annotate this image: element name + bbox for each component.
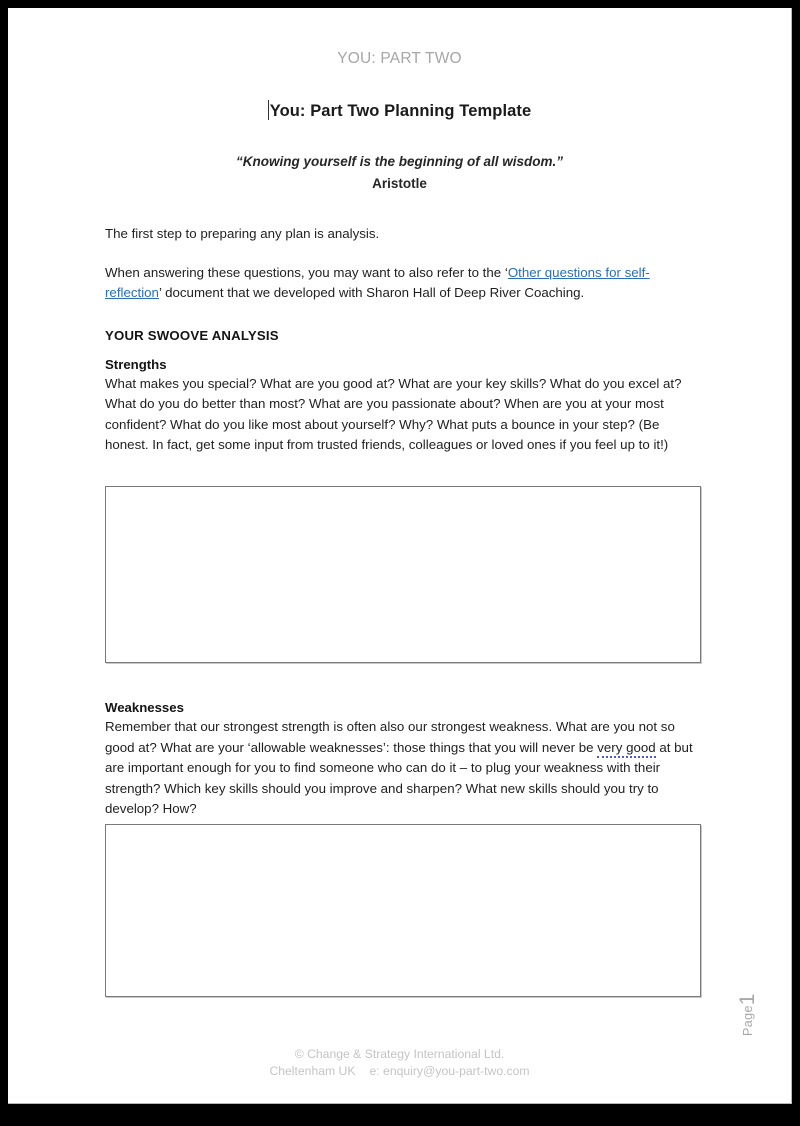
quote-block — [8, 151, 791, 194]
page-title[interactable] — [268, 100, 532, 121]
quote-author: Aristotle — [372, 176, 427, 191]
page-number-marker — [732, 908, 800, 1036]
page-marker-inner — [736, 993, 760, 1036]
swoove-analysis-heading: YOUR SWOOVE ANALYSIS — [105, 327, 279, 343]
footer-contact — [8, 1063, 791, 1080]
document-footer — [8, 1046, 791, 1080]
weaknesses-prompt-part1: Remember that our strongest strength is often also our strongest weakness. What are you not so good at? What are your ‘allowable weaknesses’: those things that you will never be — [105, 719, 675, 755]
page-marker-number: 1 — [736, 993, 759, 1006]
document-page — [8, 8, 792, 1104]
strengths-prompt: What makes you special? What are you good at? What are your key skills? What do you excel at? What do you do better than most? What are you passionate about? When are you at your most confident? What do you like most about yourself? Why? What puts a bounce in your step? (Be honest. In fact, get some input from trusted friends, colleagues or loved ones if you feel up to it!) — [105, 375, 682, 452]
strengths-heading: Strengths — [105, 356, 167, 372]
weaknesses-block — [105, 700, 701, 820]
weaknesses-prompt-part2: at but are important enough for you to find someone who can do it – to plug your weakness with their strength? Which key skills should you improve and sharpen? What new skills should you try to develop? How? — [105, 739, 693, 816]
footer-copyright: © Change & Strategy International Ltd. — [294, 1047, 505, 1061]
reference-paragraph — [105, 263, 701, 304]
document-body — [105, 224, 701, 456]
grammar-flagged-text[interactable]: very good — [597, 740, 655, 758]
other-questions-link[interactable]: Other questions for self-reflection — [105, 264, 650, 300]
text-caret — [268, 100, 269, 120]
document-title-container — [8, 100, 791, 121]
footer-location: Cheltenham UK — [269, 1064, 356, 1078]
weaknesses-answer-box[interactable] — [105, 824, 701, 997]
page-title-text: You: Part Two Planning Template — [269, 102, 532, 120]
document-header: YOU: PART TWO — [337, 50, 462, 67]
quote-text: “Knowing yourself is the beginning of all wisdom.” — [235, 154, 563, 169]
strengths-answer-box[interactable] — [105, 486, 701, 663]
weaknesses-prompt — [105, 717, 701, 820]
footer-email: e: enquiry@you-part-two.com — [369, 1064, 530, 1078]
page-marker-label: Page — [741, 1005, 755, 1036]
reference-text-after: ’ document that we developed with Sharon Hall of Deep River Coaching. — [158, 285, 585, 300]
weaknesses-heading: Weaknesses — [105, 700, 184, 715]
reference-text-before: When answering these questions, you may want to also refer to the ‘ — [105, 264, 508, 280]
intro-paragraph: The first step to preparing any plan is analysis. — [105, 226, 380, 241]
page-content-area — [8, 8, 791, 1092]
